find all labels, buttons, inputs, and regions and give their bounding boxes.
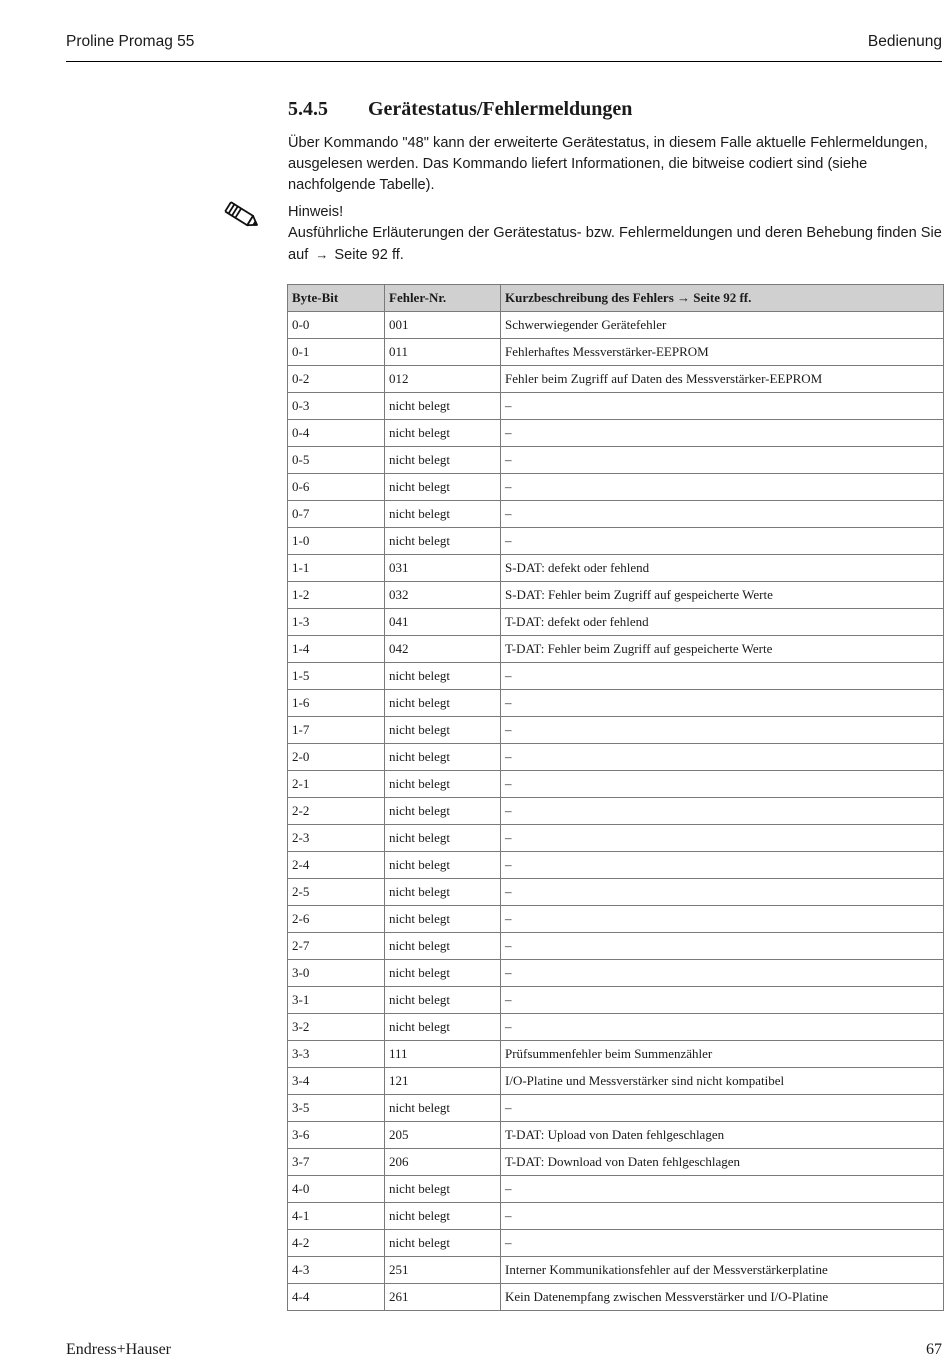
cell-error-number: nicht belegt [385,474,501,501]
cell-description: – [501,960,944,987]
cell-error-number: nicht belegt [385,420,501,447]
cell-error-number: 032 [385,582,501,609]
cell-error-number: nicht belegt [385,960,501,987]
table-row [288,1230,944,1257]
footer-company: Endress+Hauser [66,1341,171,1358]
table-row [288,960,944,987]
table-row [288,717,944,744]
pencil-icon [220,199,260,233]
table-row [288,366,944,393]
table-row [288,906,944,933]
cell-description: – [501,447,944,474]
table-row [288,744,944,771]
cell-byte-bit: 0-6 [288,474,385,501]
cell-description: S-DAT: defekt oder fehlend [501,555,944,582]
cell-byte-bit: 2-5 [288,879,385,906]
cell-byte-bit: 0-0 [288,312,385,339]
table-row [288,393,944,420]
column-header-error-number: Fehler-Nr. [385,285,501,312]
table-row [288,663,944,690]
cell-error-number: nicht belegt [385,717,501,744]
cell-description: – [501,501,944,528]
cell-byte-bit: 4-1 [288,1203,385,1230]
cell-description: Prüfsummenfehler beim Summenzähler [501,1041,944,1068]
table-row [288,609,944,636]
table-row [288,420,944,447]
table-row [288,1257,944,1284]
cell-description: – [501,933,944,960]
cell-description: – [501,1095,944,1122]
cell-description: T-DAT: Fehler beim Zugriff auf gespeicherte Werte [501,636,944,663]
cell-description: – [501,906,944,933]
table-row [288,771,944,798]
cell-byte-bit: 4-0 [288,1176,385,1203]
cell-error-number: nicht belegt [385,1176,501,1203]
cell-byte-bit: 3-4 [288,1068,385,1095]
cell-byte-bit: 3-1 [288,987,385,1014]
cell-error-number: nicht belegt [385,933,501,960]
cell-description: – [501,1230,944,1257]
cell-description: – [501,717,944,744]
cell-error-number: nicht belegt [385,501,501,528]
cell-description: – [501,1176,944,1203]
cell-error-number: 001 [385,312,501,339]
cell-byte-bit: 0-1 [288,339,385,366]
error-status-table [287,284,944,1311]
column-header-byte-bit: Byte-Bit [288,285,385,312]
cell-byte-bit: 1-4 [288,636,385,663]
table-row [288,1068,944,1095]
cell-byte-bit: 2-0 [288,744,385,771]
cell-error-number: 206 [385,1149,501,1176]
cell-error-number: nicht belegt [385,690,501,717]
cell-error-number: nicht belegt [385,447,501,474]
cell-description: Interner Kommunikationsfehler auf der Messverstärkerplatine [501,1257,944,1284]
page-header [66,33,942,62]
cell-error-number: 205 [385,1122,501,1149]
cell-description: T-DAT: defekt oder fehlend [501,609,944,636]
table-row [288,1041,944,1068]
table-row [288,690,944,717]
cell-byte-bit: 1-2 [288,582,385,609]
arrow-right-icon: → [315,247,329,262]
cell-description: – [501,744,944,771]
table-body [288,312,944,1311]
cell-error-number: nicht belegt [385,879,501,906]
table-row [288,1176,944,1203]
cell-byte-bit: 1-1 [288,555,385,582]
cell-error-number: nicht belegt [385,1014,501,1041]
cell-byte-bit: 0-5 [288,447,385,474]
cell-byte-bit: 3-0 [288,960,385,987]
section-title: Gerätestatus/Fehlermeldungen [368,98,633,120]
cell-byte-bit: 3-2 [288,1014,385,1041]
cell-description: S-DAT: Fehler beim Zugriff auf gespeicherte Werte [501,582,944,609]
cell-byte-bit: 0-2 [288,366,385,393]
cell-description: I/O-Platine und Messverstärker sind nicht kompatibel [501,1068,944,1095]
cell-description: – [501,798,944,825]
cell-byte-bit: 1-7 [288,717,385,744]
cell-byte-bit: 0-3 [288,393,385,420]
cell-description: – [501,771,944,798]
cell-error-number: 041 [385,609,501,636]
note-text [288,223,944,266]
cell-byte-bit: 2-3 [288,825,385,852]
cell-byte-bit: 0-4 [288,420,385,447]
table-row [288,852,944,879]
header-chapter: Bedienung [867,33,942,50]
table-row [288,1149,944,1176]
cell-description: – [501,825,944,852]
cell-description: Kein Datenempfang zwischen Messverstärker und I/O-Platine [501,1284,944,1311]
cell-error-number: nicht belegt [385,1230,501,1257]
table-row [288,798,944,825]
cell-byte-bit: 1-0 [288,528,385,555]
table-header-row [288,285,944,312]
cell-byte-bit: 1-3 [288,609,385,636]
cell-description: – [501,690,944,717]
note-title: Hinweis! [288,204,344,220]
cell-error-number: 011 [385,339,501,366]
cell-byte-bit: 0-7 [288,501,385,528]
cell-error-number: nicht belegt [385,528,501,555]
cell-error-number: 042 [385,636,501,663]
table-row [288,987,944,1014]
note-block [288,202,944,266]
note-page-reference: Seite 92 ff. [334,247,404,263]
cell-description: – [501,1014,944,1041]
cell-error-number: nicht belegt [385,393,501,420]
table-row [288,312,944,339]
cell-description: – [501,852,944,879]
cell-description: Fehlerhaftes Messverstärker-EEPROM [501,339,944,366]
intro-paragraph: Über Kommando "48" kann der erweiterte Gerätestatus, in diesem Falle aktuelle Fehlermeldungen, ausgelesen werden. Das Kommando liefert Informationen, die bitweise codiert sind (siehe nachfolgende Tabelle). [288,135,928,193]
table-row [288,501,944,528]
cell-error-number: nicht belegt [385,1203,501,1230]
cell-description: T-DAT: Upload von Daten fehlgeschlagen [501,1122,944,1149]
cell-description: – [501,528,944,555]
table-row [288,474,944,501]
cell-byte-bit: 1-5 [288,663,385,690]
cell-error-number: nicht belegt [385,663,501,690]
cell-description: T-DAT: Download von Daten fehlgeschlagen [501,1149,944,1176]
cell-error-number: 031 [385,555,501,582]
table-row [288,933,944,960]
table-row [288,339,944,366]
cell-description: – [501,879,944,906]
cell-error-number: 012 [385,366,501,393]
cell-byte-bit: 4-4 [288,1284,385,1311]
cell-description: Fehler beim Zugriff auf Daten des Messverstärker-EEPROM [501,366,944,393]
cell-error-number: nicht belegt [385,825,501,852]
cell-byte-bit: 4-3 [288,1257,385,1284]
cell-description: – [501,420,944,447]
cell-error-number: 111 [385,1041,501,1068]
table-row [288,1014,944,1041]
section-number: 5.4.5 [288,98,328,120]
table-row [288,555,944,582]
cell-byte-bit: 3-7 [288,1149,385,1176]
cell-error-number: nicht belegt [385,987,501,1014]
cell-error-number: 261 [385,1284,501,1311]
table-row [288,1095,944,1122]
table-row [288,582,944,609]
cell-description: Schwerwiegender Gerätefehler [501,312,944,339]
cell-byte-bit: 3-3 [288,1041,385,1068]
cell-description: – [501,663,944,690]
cell-error-number: nicht belegt [385,798,501,825]
cell-byte-bit: 2-2 [288,798,385,825]
cell-error-number: 121 [385,1068,501,1095]
cell-byte-bit: 1-6 [288,690,385,717]
table-row [288,879,944,906]
cell-error-number: nicht belegt [385,852,501,879]
table-row [288,825,944,852]
table-row [288,528,944,555]
page-number: 67 [926,1341,942,1358]
section-heading [288,98,632,121]
note-text-main: Ausführliche Erläuterungen der Gerätestatus- bzw. Fehlermeldungen und deren Behebung finden Sie auf [288,225,942,263]
cell-byte-bit: 3-5 [288,1095,385,1122]
cell-error-number: nicht belegt [385,771,501,798]
cell-error-number: nicht belegt [385,906,501,933]
cell-byte-bit: 2-6 [288,906,385,933]
cell-byte-bit: 2-1 [288,771,385,798]
cell-error-number: nicht belegt [385,1095,501,1122]
cell-description: – [501,474,944,501]
column-header-description: Kurzbeschreibung des Fehlers → Seite 92 ff. [501,285,944,312]
table-row [288,1122,944,1149]
cell-byte-bit: 2-4 [288,852,385,879]
cell-byte-bit: 3-6 [288,1122,385,1149]
cell-description: – [501,1203,944,1230]
cell-error-number: nicht belegt [385,744,501,771]
table-row [288,1284,944,1311]
table-row [288,636,944,663]
header-document-title: Proline Promag 55 [66,33,195,50]
cell-byte-bit: 4-2 [288,1230,385,1257]
cell-description: – [501,393,944,420]
table-row [288,447,944,474]
cell-description: – [501,987,944,1014]
table-row [288,1203,944,1230]
cell-error-number: 251 [385,1257,501,1284]
cell-byte-bit: 2-7 [288,933,385,960]
